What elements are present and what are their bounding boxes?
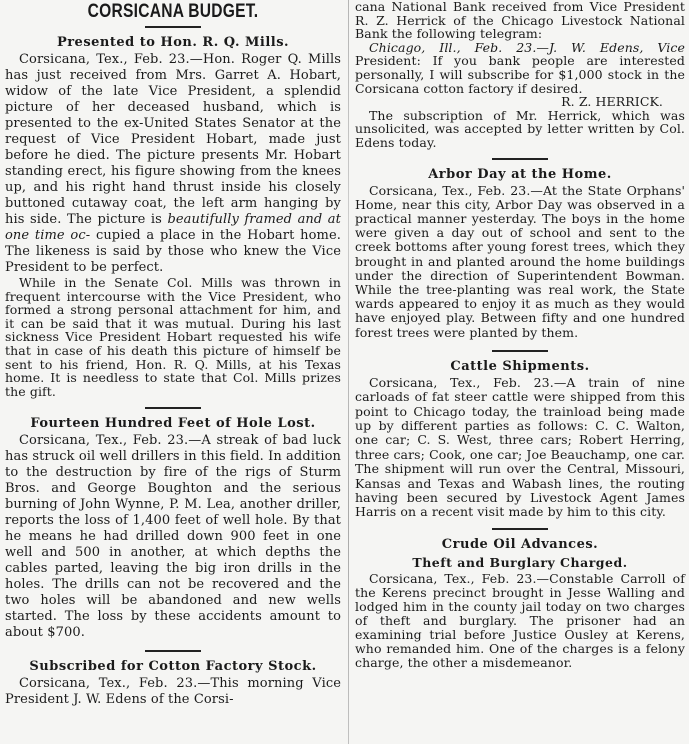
divider-rule	[492, 350, 548, 352]
article-cotton-factory	[5, 658, 341, 708]
headline-mills: Presented to Hon. R. Q. Mills.	[56, 35, 290, 50]
article-arbor-day-para1: Corsicana, Tex., Feb. 23.—At the State Orphans' Home, near this city, Arbor Day was observed in a practical manner yesterday. The boys in the home were given a day out of school and sent to the creek bottoms after young forest trees, which they brought in and planted around the home buildings under the direction of Superintendent Bowman. While the tree-planting was real work, the State wards appeared to enjoy it as much as they would have enjoyed play. Between fifty and one hundred forest trees were planted by them.	[355, 182, 685, 340]
article-mills	[5, 34, 341, 398]
article-theft-para1: Corsicana, Tex., Feb. 23.—Constable Carroll of the Kerens precinct brought in Jesse Walling and lodged him in the county jail today on two charges of theft and burglary. The prisoner had an examining trial before Justice Ousley at Kerens, who remanded him. One of the charges is a felony charge, the other a misdemeanor.	[355, 570, 685, 670]
article-hole-lost	[5, 415, 341, 641]
article-cotton-factory-para1: Corsicana, Tex., Feb. 23.—This morning Vice President J. W. Edens of the Corsi-	[5, 676, 341, 708]
telegram	[355, 41, 685, 95]
article-mills-para2: While in the Senate Col. Mills was thrown in frequent intercourse with the Vice President, who formed a strong personal attachment for him, and it can be said that it was mutual. During his last sickness Vice President Hobart requested his wife that in case of his death this picture of himself be sent to his friend, Hon. R. Q. Mills, at his Texas home. It is needless to state that Col. Mills prizes the gift.	[5, 275, 341, 399]
divider-rule	[145, 650, 201, 652]
headline-hole-lost: Fourteen Hundred Feet of Hole Lost.	[30, 416, 316, 432]
telegram-body: President: If you bank people are interested personally, I will subscribe for $1,000 stock in the Corsicana cotton factory if desired.	[355, 53, 685, 96]
headline-theft: Theft and Burglary Charged.	[412, 554, 628, 570]
text: Corsicana, Tex., Feb. 23.—Hon. Roger Q. Mills has just received from Mrs. Garret A. Hobart, widow of the late Vice President, a splendid picture of her deceased husband, which is presented to the ex-United States Senator at the request of Vice President Hobart, made just before he died. The picture presents Mr. Hobart standing erect, his figure showing from the knees up, and his right hand thrust inside his closely buttoned cutaway coat, the left arm hanging by his side. The picture is	[5, 52, 341, 227]
right-column	[350, 0, 689, 744]
italic-text: beautifully framed and at one time oc-	[5, 212, 341, 243]
masthead: CORSICANA BUDGET.	[87, 1, 259, 22]
article-arbor-day	[355, 166, 685, 340]
divider-rule	[492, 158, 548, 160]
headline-cotton-factory: Subscribed for Cotton Factory Stock.	[29, 659, 317, 675]
headline-cattle: Cattle Shipments.	[450, 358, 590, 374]
article-hole-lost-para1	[5, 433, 341, 641]
text: Corsicana, Tex., Feb. 23.—A streak of bad luck has struck oil well drillers in this field. In addition to the destruction by fire of the rigs of Sturm Bros. and George Boughton and the serious burning of John Wynne, P. M. Lea, another driller, reports the loss of 1,400 feet of well hole. By that he means he had drilled down 900 feet in one well and 500 in another, at which depths the cables parted, leaving the big iron drills in the holes. The drills can not be recovered and the two holes will be abandoned and new wells started. The loss by these accidents amount to about $700.	[5, 433, 341, 641]
divider-rule	[145, 407, 201, 409]
article-cattle-para1: Corsicana, Tex., Feb. 23.—A train of nine carloads of fat steer cattle were shipped from this point to Chicago today, the trainload being made up by different parties as follows: C. C. Walton, one car; C. S. West, three cars; Robert Herring, three cars; Cook, one car; Joe Beauchamp, one car. The shipment will run over the Central, Missouri, Kansas and Texas and Wabash lines, the routing having been secured by Livestock Agent James Harris on a recent visit made by him to this city.	[355, 374, 685, 520]
article-cattle	[355, 358, 685, 520]
article-mills-para1	[5, 52, 341, 276]
article-cotton-factory-continued: cana National Bank received from Vice President R. Z. Herrick of the Chicago Livestock National Bank the following telegram:	[355, 0, 685, 42]
divider-rule	[492, 528, 548, 530]
text: cupied a place in the Hobart home. The likeness is said by those who knew the Vice President to be perfect.	[5, 228, 341, 275]
column-divider	[348, 0, 349, 744]
divider-rule	[145, 26, 201, 28]
article-cotton-factory-para2: The subscription of Mr. Herrick, which was unsolicited, was accepted by letter written by Col. Edens today.	[355, 107, 685, 150]
telegram-dateline: Chicago, Ill., Feb. 23.—J. W. Edens, Vice	[369, 39, 685, 55]
telegram-signature: R. Z. HERRICK.	[561, 94, 663, 110]
headline-crude-oil: Crude Oil Advances.	[441, 536, 599, 552]
article-crude-oil	[355, 536, 685, 553]
headline-arbor-day: Arbor Day at the Home.	[428, 166, 612, 182]
article-theft	[355, 554, 685, 670]
